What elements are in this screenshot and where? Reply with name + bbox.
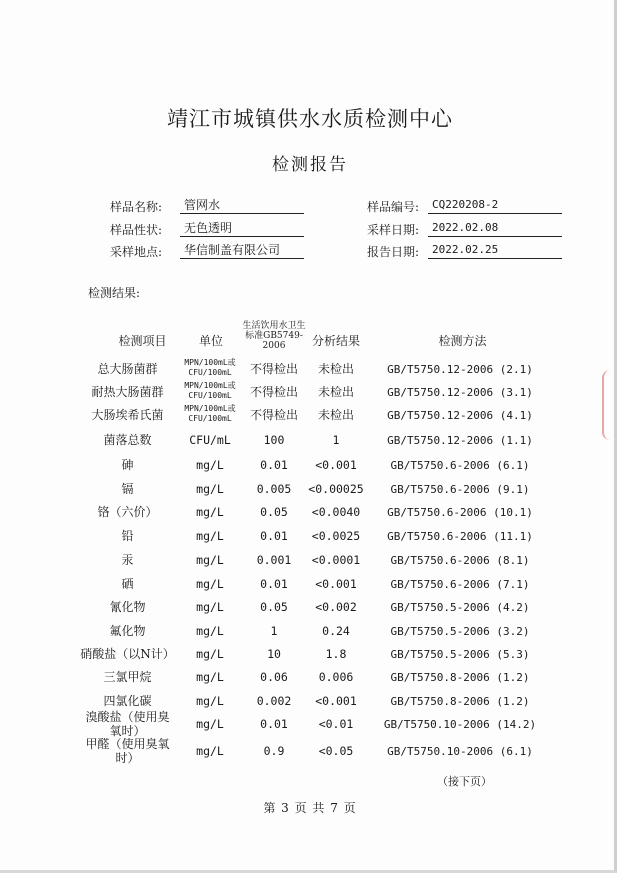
table-row <box>0 456 620 478</box>
page-number: 第 3 页 共 7 页 <box>263 801 357 815</box>
cell-standard: 0.05 <box>260 600 288 614</box>
sample-name-label: 样品名称: <box>109 200 162 214</box>
cell-item: 大肠埃希氏菌 <box>91 408 164 422</box>
results-label: 检测结果: <box>88 286 141 300</box>
report-date-value: 2022.02.25 <box>428 242 562 259</box>
cell-standard: 0.01 <box>260 529 288 543</box>
cell-standard: 10 <box>267 647 281 661</box>
sample-date-label: 采样日期: <box>366 223 419 237</box>
table-row <box>0 480 620 502</box>
table-row <box>0 598 620 620</box>
table-row <box>0 527 620 549</box>
cell-unit: mg/L <box>196 694 224 708</box>
cell-standard: 0.05 <box>260 505 288 519</box>
sample-property-value: 无色透明 <box>180 220 304 237</box>
document-title: 检测报告 <box>272 155 348 175</box>
cell-unit: mg/L <box>196 744 224 758</box>
cell-standard: 1 <box>270 624 278 638</box>
cell-result: 未检出 <box>317 408 354 422</box>
cell-unit: mg/L <box>196 600 224 614</box>
cell-standard: 0.01 <box>260 458 288 472</box>
cell-result: <0.002 <box>315 600 357 614</box>
sample-location-label: 采样地点: <box>109 245 162 259</box>
cell-item: 甲醛（使用臭氧时） <box>85 737 170 765</box>
cell-result: <0.001 <box>315 458 357 472</box>
cell-item: 铬（六价） <box>97 505 158 519</box>
cell-unit: mg/L <box>196 624 224 638</box>
cell-method: GB/T5750.10-2006 (6.1) <box>387 745 533 758</box>
cell-method: GB/T5750.12-2006 (2.1) <box>387 363 533 376</box>
cell-unit: mg/L <box>196 577 224 591</box>
cell-item: 汞 <box>121 553 134 567</box>
cell-standard: 100 <box>263 433 285 447</box>
cell-unit: mg/L <box>196 553 224 567</box>
cell-method: GB/T5750.6-2006 (11.1) <box>387 530 533 543</box>
cell-unit: MPN/100mL或CFU/100mL <box>184 404 236 423</box>
cell-item: 四氯化碳 <box>103 694 152 708</box>
cell-standard: 0.001 <box>256 553 292 567</box>
cell-method: GB/T5750.12-2006 (3.1) <box>387 386 533 399</box>
cell-result: 未检出 <box>317 362 354 376</box>
sample-number-label: 样品编号: <box>366 200 419 214</box>
header-item: 检测项目 <box>118 334 167 348</box>
table-row <box>0 383 620 405</box>
cell-result: <0.0040 <box>311 505 361 519</box>
table-row <box>0 668 620 690</box>
cell-method: GB/T5750.6-2006 (9.1) <box>390 483 530 496</box>
table-row <box>0 710 620 738</box>
cell-standard: 0.9 <box>263 744 285 758</box>
cell-standard: 不得检出 <box>249 385 298 399</box>
cell-result: <0.00025 <box>308 482 364 496</box>
cell-unit: mg/L <box>196 717 224 731</box>
sample-property-label: 样品性状: <box>109 223 162 237</box>
header-unit: 单位 <box>198 334 223 348</box>
cell-method: GB/T5750.10-2006 (14.2) <box>383 718 537 731</box>
organization-title: 靖江市城镇供水水质检测中心 <box>167 107 453 131</box>
seal-stamp-edge <box>602 370 610 440</box>
cell-standard: 0.01 <box>260 717 288 731</box>
cell-result: <0.001 <box>315 694 357 708</box>
cell-result: <0.001 <box>315 577 357 591</box>
cell-method: GB/T5750.6-2006 (7.1) <box>390 578 530 591</box>
cell-standard: 0.002 <box>256 694 292 708</box>
cell-item: 砷 <box>121 458 134 472</box>
cell-unit: mg/L <box>196 505 224 519</box>
table-row <box>0 622 620 644</box>
cell-method: GB/T5750.5-2006 (5.3) <box>390 648 530 661</box>
cell-standard: 不得检出 <box>249 408 298 422</box>
cell-unit: mg/L <box>196 529 224 543</box>
cell-item: 氟化物 <box>109 624 146 638</box>
cell-result: 1 <box>332 433 340 447</box>
cell-item: 溴酸盐（使用臭氧时） <box>85 710 170 738</box>
sample-name-value: 管网水 <box>180 197 304 214</box>
sample-number-value: CQ220208-2 <box>428 197 562 214</box>
sample-date-value: 2022.02.08 <box>428 220 562 237</box>
table-row <box>0 360 620 382</box>
cell-result: 0.006 <box>318 670 354 684</box>
header-result: 分析结果 <box>311 334 360 348</box>
table-row <box>0 645 620 667</box>
cell-unit: CFU/mL <box>189 433 231 447</box>
cell-method: GB/T5750.5-2006 (4.2) <box>390 601 530 614</box>
cell-method: GB/T5750.12-2006 (4.1) <box>387 409 533 422</box>
cell-result: 未检出 <box>317 385 354 399</box>
cell-standard: 0.06 <box>260 670 288 684</box>
cell-method: GB/T5750.8-2006 (1.2) <box>390 671 530 684</box>
cell-method: GB/T5750.6-2006 (6.1) <box>390 459 530 472</box>
cell-standard: 0.005 <box>256 482 292 496</box>
cell-method: GB/T5750.12-2006 (1.1) <box>387 434 533 447</box>
cell-item: 镉 <box>121 482 134 496</box>
cell-item: 氰化物 <box>109 600 146 614</box>
cell-unit: mg/L <box>196 670 224 684</box>
cell-item: 硒 <box>121 577 134 591</box>
header-standard: 生活饮用水卫生标准GB5749-2006 <box>242 321 306 351</box>
cell-result: <0.05 <box>318 744 354 758</box>
cell-item: 硝酸盐（以N计） <box>80 647 175 661</box>
cell-result: 0.24 <box>322 624 350 638</box>
table-row <box>0 551 620 573</box>
table-row <box>0 406 620 428</box>
cell-item: 三氯甲烷 <box>103 670 152 684</box>
cell-item: 总大肠菌群 <box>97 362 158 376</box>
cell-result: <0.0001 <box>311 553 361 567</box>
table-row <box>0 503 620 525</box>
cell-unit: mg/L <box>196 482 224 496</box>
cell-unit: MPN/100mL或CFU/100mL <box>184 381 236 400</box>
cell-standard: 0.01 <box>260 577 288 591</box>
cell-item: 耐热大肠菌群 <box>91 385 164 399</box>
report-date-label: 报告日期: <box>366 245 419 259</box>
cell-method: GB/T5750.8-2006 (1.2) <box>390 695 530 708</box>
cell-method: GB/T5750.5-2006 (3.2) <box>390 625 530 638</box>
table-row <box>0 575 620 597</box>
header-method: 检测方法 <box>438 334 487 348</box>
cell-item: 菌落总数 <box>103 433 152 447</box>
cell-unit: mg/L <box>196 647 224 661</box>
cell-result: <0.0025 <box>311 529 361 543</box>
cell-result: <0.01 <box>318 717 354 731</box>
cell-result: 1.8 <box>325 647 347 661</box>
cell-standard: 不得检出 <box>249 362 298 376</box>
table-row <box>0 737 620 765</box>
continued-note: （接下页） <box>437 775 492 788</box>
table-row <box>0 431 620 453</box>
sample-location-value: 华信制盖有限公司 <box>180 242 304 259</box>
cell-method: GB/T5750.6-2006 (10.1) <box>387 506 533 519</box>
cell-unit: mg/L <box>196 458 224 472</box>
cell-method: GB/T5750.6-2006 (8.1) <box>390 554 530 567</box>
cell-unit: MPN/100mL或CFU/100mL <box>184 358 236 377</box>
cell-item: 铅 <box>121 529 134 543</box>
